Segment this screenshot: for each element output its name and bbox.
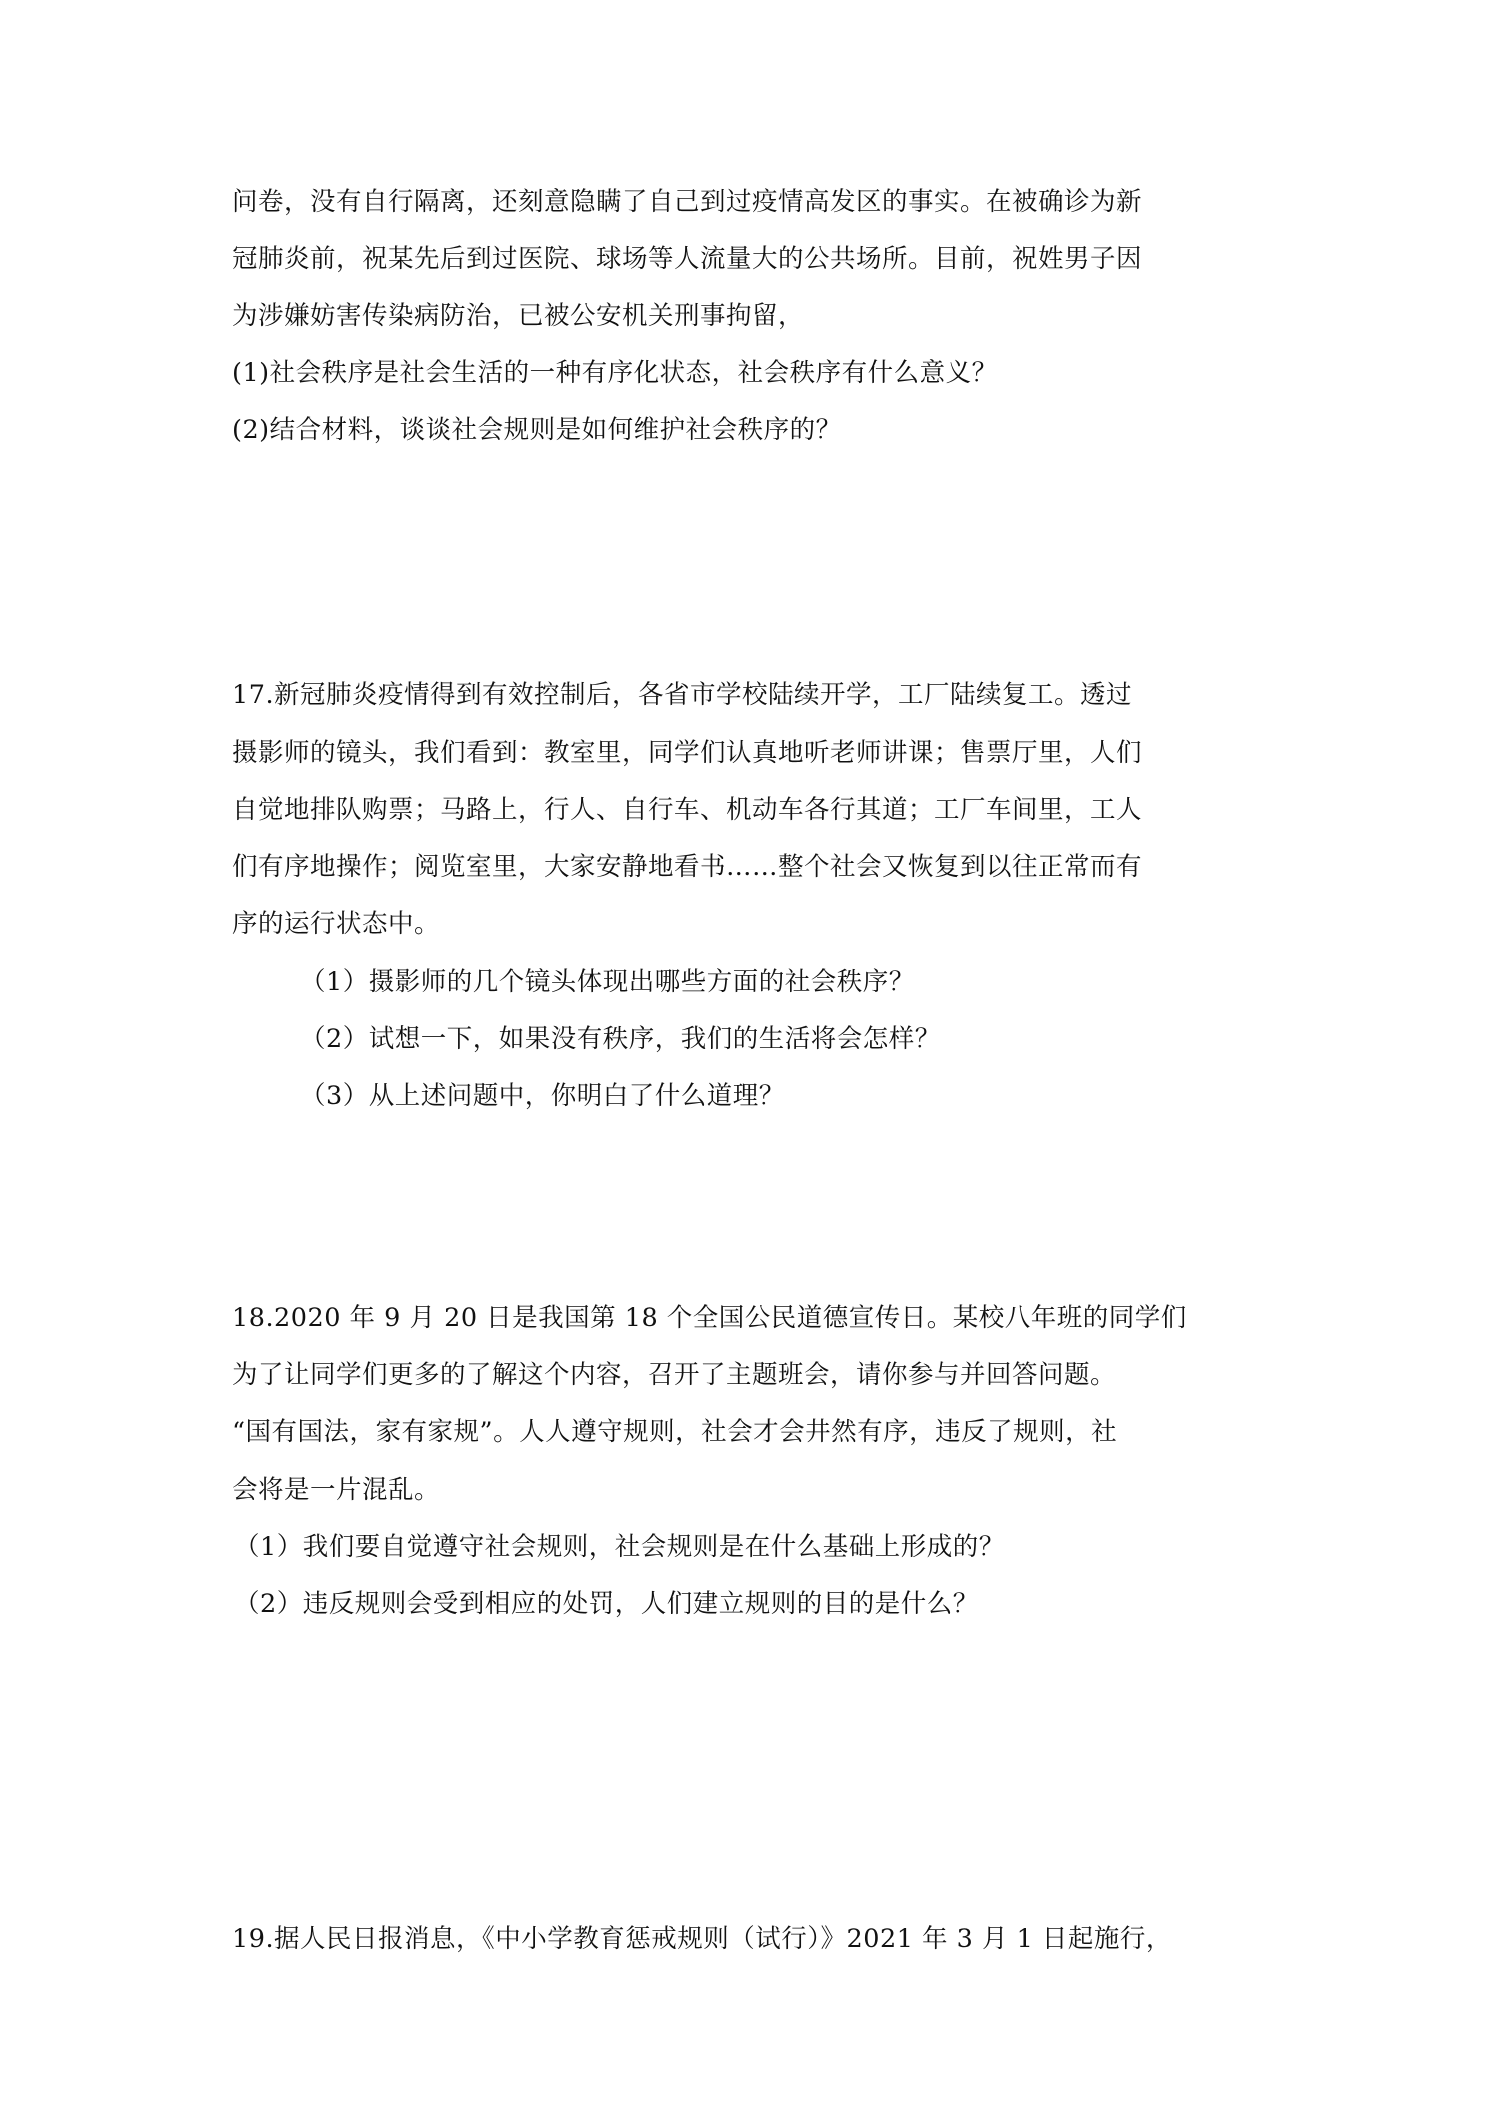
sub-question: (2)结合材料，谈谈社会规则是如何维护社会秩序的？ xyxy=(232,415,842,445)
sub-question: （2）试想一下，如果没有秩序，我们的生活将会怎样？ xyxy=(300,1024,941,1054)
paragraph-line: 18.2020 年 9 月 20 日是我国第 18 个全国公民道德宣传日。某校八年班的同学们 xyxy=(232,1303,1187,1333)
paragraph-line: 为了让同学们更多的了解这个内容，召开了主题班会，请你参与并回答问题。 xyxy=(232,1360,1117,1390)
paragraph-line: 会将是一片混乱。 xyxy=(232,1475,441,1505)
paragraph-line: 17.新冠肺炎疫情得到有效控制后，各省市学校陆续开学，工厂陆续复工。透过 xyxy=(232,680,1133,710)
paragraph-line: 自觉地排队购票；马路上，行人、自行车、机动车各行其道；工厂车间里，工人 xyxy=(232,795,1143,825)
paragraph-line: “国有国法，家有家规”。人人遵守规则，社会才会井然有序，违反了规则，社 xyxy=(232,1417,1118,1447)
sub-question: （1）我们要自觉遵守社会规则，社会规则是在什么基础上形成的？ xyxy=(234,1532,1005,1562)
sub-question: （3）从上述问题中，你明白了什么道理？ xyxy=(300,1081,785,1111)
paragraph-line: 们有序地操作；阅览室里，大家安静地看书……整个社会又恢复到以往正常而有 xyxy=(232,852,1143,882)
paragraph-line: 序的运行状态中。 xyxy=(232,909,441,939)
paragraph-line: 问卷，没有自行隔离，还刻意隐瞒了自己到过疫情高发区的事实。在被确诊为新 xyxy=(232,187,1143,217)
sub-question: （1）摄影师的几个镜头体现出哪些方面的社会秩序？ xyxy=(300,967,915,997)
sub-question: （2）违反规则会受到相应的处罚，人们建立规则的目的是什么？ xyxy=(234,1589,979,1619)
sub-question: (1)社会秩序是社会生活的一种有序化状态，社会秩序有什么意义？ xyxy=(232,358,998,388)
paragraph-line: 冠肺炎前，祝某先后到过医院、球场等人流量大的公共场所。目前，祝姓男子因 xyxy=(232,244,1143,274)
paragraph-line: 为涉嫌妨害传染病防治，已被公安机关刑事拘留， xyxy=(232,301,805,331)
paragraph-line: 摄影师的镜头，我们看到：教室里，同学们认真地听老师讲课；售票厅里，人们 xyxy=(232,738,1143,768)
paragraph-line: 19.据人民日报消息，《中小学教育惩戒规则（试行）》2021 年 3 月 1 日起施行， xyxy=(232,1924,1172,1954)
